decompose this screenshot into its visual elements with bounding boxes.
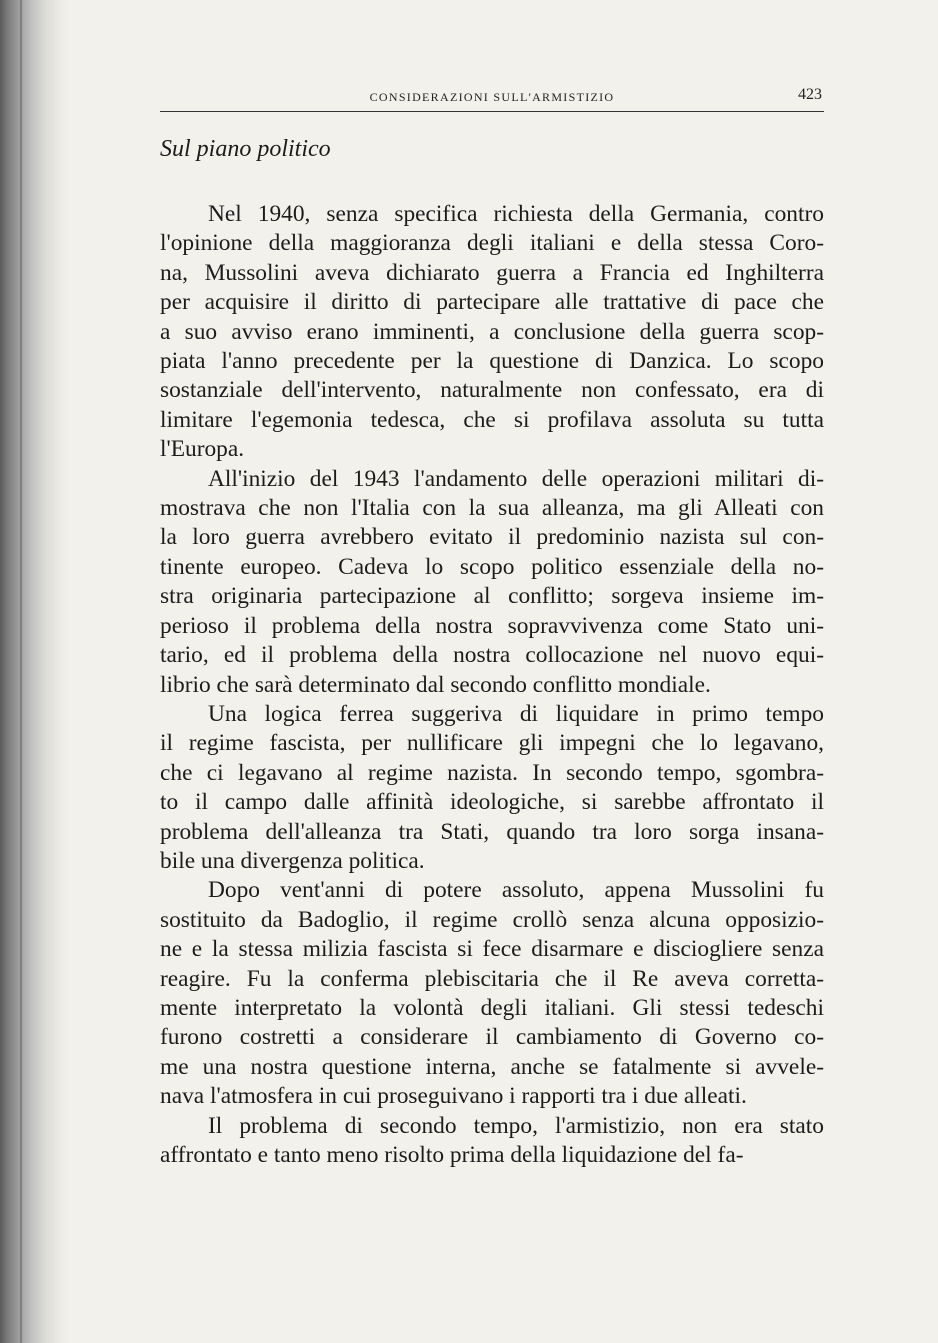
text-line: affrontato e tanto meno risolto prima della liquidazione del fa- [160, 1142, 744, 1168]
running-title: CONSIDERAZIONI SULL'ARMISTIZIO [369, 90, 615, 104]
header-rule [160, 111, 824, 112]
text-line: sostanziale dell'intervento, naturalmente non confessato, era di [160, 377, 824, 404]
text-line: tario, ed il problema della nostra collocazione nel nuovo equi- [160, 642, 824, 669]
text-line: reagire. Fu la conferma plebiscitaria che il Re aveva corretta- [160, 965, 824, 992]
text-line: furono costretti a considerare il cambiamento di Governo co- [160, 1024, 824, 1051]
paragraph [160, 465, 824, 700]
text-line: perioso il problema della nostra sopravvivenza come Stato uni- [160, 612, 824, 639]
binding-gutter-shadow [0, 0, 70, 1343]
paragraph [160, 1112, 824, 1171]
text-line: nava l'atmosfera in cui proseguivano i rapporti tra i due alleati. [160, 1083, 747, 1110]
section-title: Sul piano politico [160, 136, 331, 162]
text-line: la loro guerra avrebbero evitato il predominio nazista sul con- [160, 524, 824, 551]
page-number: 423 [798, 86, 822, 103]
paragraph [160, 700, 824, 876]
text-line: mente interpretato la volontà degli italiani. Gli stessi tedeschi [160, 994, 824, 1021]
binding-edge-line [20, 0, 22, 1343]
text-line: bile una divergenza politica. [160, 847, 425, 874]
paragraph [160, 200, 824, 465]
text-line: l'opinione della maggioranza degli italiani e della stessa Coro- [160, 230, 824, 257]
text-line: il regime fascista, per nullificare gli impegni che lo legavano, [160, 730, 824, 757]
text-line: per acquisire il diritto di partecipare alle trattative di pace che [160, 289, 824, 316]
text-line: l'Europa. [160, 436, 245, 463]
text-line: na, Mussolini aveva dichiarato guerra a Francia ed Inghilterra [160, 259, 824, 286]
text-line: a suo avviso erano imminenti, a conclusione della guerra scop- [160, 318, 824, 345]
text-line: problema dell'alleanza tra Stati, quando tra loro sorga insana- [160, 818, 824, 845]
text-line: stra originaria partecipazione al conflitto; sorgeva insieme im- [160, 583, 824, 610]
text-line: librio che sarà determinato dal secondo conflitto mondiale. [160, 671, 711, 698]
text-line: Il problema di secondo tempo, l'armistizio, non era stato [208, 1112, 824, 1139]
running-head [160, 85, 824, 111]
paragraph [160, 876, 824, 1111]
body-text [160, 200, 824, 1170]
text-line: mostrava che non l'Italia con la sua alleanza, ma gli Alleati con [160, 495, 824, 522]
text-line: Una logica ferrea suggeriva di liquidare in primo tempo [208, 700, 824, 727]
text-line: All'inizio del 1943 l'andamento delle operazioni militari di- [208, 465, 824, 492]
text-line: Nel 1940, senza specifica richiesta della Germania, contro [208, 201, 824, 227]
text-line: Dopo vent'anni di potere assoluto, appena Mussolini fu [208, 877, 824, 904]
text-line: sostituito da Badoglio, il regime crollò senza alcuna opposizio- [160, 906, 824, 933]
text-line: ne e la stessa milizia fascista si fece disarmare e disciogliere senza [160, 936, 824, 963]
text-line: to il campo dalle affinità ideologiche, si sarebbe affrontato il [160, 789, 824, 816]
text-line: tinente europeo. Cadeva lo scopo politico essenziale della no- [160, 553, 824, 580]
text-line: che ci legavano al regime nazista. In secondo tempo, sgombra- [160, 759, 824, 786]
text-line: piata l'anno precedente per la questione di Danzica. Lo scopo [160, 348, 824, 375]
text-line: limitare l'egemonia tedesca, che si profilava assoluta su tutta [160, 406, 824, 433]
text-line: me una nostra questione interna, anche se fatalmente si avvele- [160, 1053, 824, 1080]
